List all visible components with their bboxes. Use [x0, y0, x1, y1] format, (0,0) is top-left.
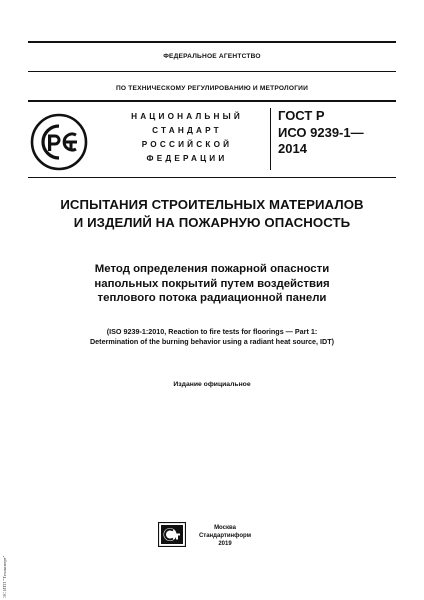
publisher-line: 2019	[218, 541, 232, 547]
national-line: НАЦИОНАЛЬНЫЙ	[131, 112, 243, 121]
block-bottom-rule	[28, 177, 396, 178]
agency-subtitle: ПО ТЕХНИЧЕСКОМУ РЕГУЛИРОВАНИЮ И МЕТРОЛОГИИ	[115, 85, 309, 92]
gost-r-logo-icon	[30, 113, 88, 171]
top-rule	[28, 41, 396, 43]
subtitle-line: Метод определения пожарной опасности	[94, 263, 330, 275]
standartinform-logo-icon	[158, 522, 186, 547]
publisher-info	[190, 524, 260, 548]
national-standard-label	[112, 110, 262, 166]
gost-line: ГОСТ Р	[278, 108, 325, 123]
iso-line: (ISO 9239-1:2010, Reaction to fire tests for floorings — Part 1:	[106, 327, 318, 336]
national-line: ФЕДЕРАЦИИ	[146, 154, 228, 163]
gost-designation	[278, 108, 364, 158]
publisher-line: Москва	[214, 525, 236, 531]
title-line: И ИЗДЕЛИЙ НА ПОЖАРНУЮ ОПАСНОСТЬ	[73, 215, 351, 230]
header-bottom-rule	[28, 100, 396, 102]
side-note: ЭС ИТП "Техэксперт"	[2, 555, 7, 598]
national-line: РОССИЙСКОЙ	[141, 140, 233, 149]
national-line: СТАНДАРТ	[152, 126, 222, 135]
block-vertical-divider	[270, 108, 271, 170]
gost-line: ИСО 9239-1—	[278, 124, 364, 140]
header-divider	[28, 71, 396, 72]
subtitle-line: теплового потока радиационной панели	[97, 292, 327, 304]
iso-line: Determination of the burning behavior using a radiant heat source, IDT)	[89, 337, 334, 346]
iso-reference	[0, 327, 424, 347]
subtitle-line: напольных покрытий путем воздействия	[94, 277, 330, 290]
publisher-line: Стандартинформ	[198, 533, 252, 539]
document-subtitle	[0, 262, 424, 306]
document-title	[0, 196, 424, 232]
agency-name: ФЕДЕРАЛЬНОЕ АГЕНТСТВО	[163, 53, 261, 60]
gost-line: 2014	[278, 141, 307, 156]
edition-label: Издание официальное	[173, 381, 251, 388]
title-line: ИСПЫТАНИЯ СТРОИТЕЛЬНЫХ МАТЕРИАЛОВ	[60, 197, 364, 212]
